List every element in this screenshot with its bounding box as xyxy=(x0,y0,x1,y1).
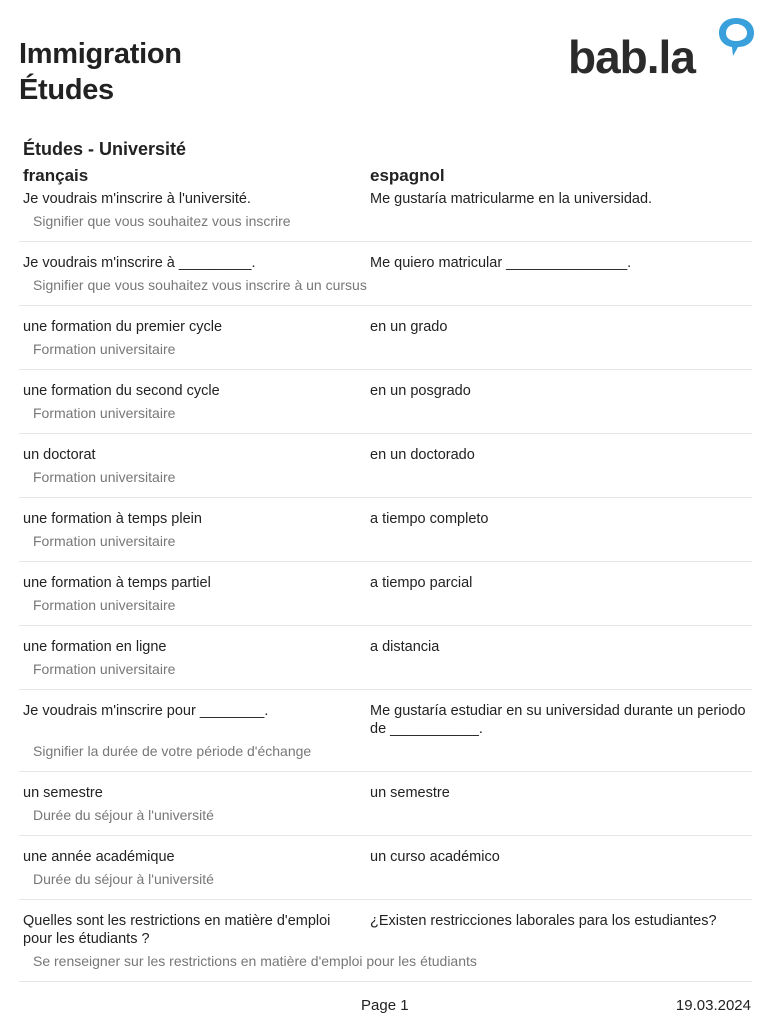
phrase-note: Signifier que vous souhaitez vous inscrire xyxy=(33,213,291,229)
phrase-spanish: en un posgrado xyxy=(370,383,471,399)
column-header-source: français xyxy=(23,166,89,185)
phrase-row xyxy=(19,187,752,242)
phrase-french: Je voudrais m'inscrire pour ________. xyxy=(23,703,269,719)
phrase-note: Formation universitaire xyxy=(33,533,176,549)
phrase-row xyxy=(19,836,752,900)
phrase-spanish: a tiempo parcial xyxy=(370,575,473,591)
phrase-french: Je voudrais m'inscrire à _________. xyxy=(23,255,256,271)
phrase-french: une formation du second cycle xyxy=(23,383,220,399)
phrase-row xyxy=(19,626,752,690)
phrase-french: un semestre xyxy=(23,785,103,801)
phrase-spanish: un curso académico xyxy=(370,849,500,865)
phrase-row xyxy=(19,306,752,370)
phrase-row xyxy=(19,562,752,626)
phrase-note: Formation universitaire xyxy=(33,661,176,677)
column-header-target: espagnol xyxy=(370,166,445,185)
phrase-note: Formation universitaire xyxy=(33,469,176,485)
logo-text: bab.la xyxy=(568,31,695,82)
phrase-note: Signifier que vous souhaitez vous inscrire à un cursus xyxy=(33,277,367,293)
phrase-spanish: Me gustaría matricularme en la universidad. xyxy=(370,191,653,207)
phrase-spanish: en un doctorado xyxy=(370,447,475,463)
speech-bubble-icon xyxy=(719,18,754,56)
phrase-french: une année académique xyxy=(23,849,175,865)
phrase-french: Je voudrais m'inscrire à l'université. xyxy=(23,191,251,207)
phrase-french: une formation en ligne xyxy=(23,639,167,655)
phrase-note: Formation universitaire xyxy=(33,405,176,421)
page-header xyxy=(19,36,182,108)
phrase-spanish: en un grado xyxy=(370,319,448,335)
phrase-spanish: Me gustaría estudiar en su universidad durante un periodo de ___________. xyxy=(370,703,746,737)
phrase-note: Signifier la durée de votre période d'échange xyxy=(33,743,312,759)
phrase-note: Se renseigner sur les restrictions en matière d'emploi pour les étudiants xyxy=(33,953,477,969)
phrase-spanish: a tiempo completo xyxy=(370,511,489,527)
phrase-row xyxy=(19,370,752,434)
phrase-spanish: un semestre xyxy=(370,785,450,801)
page-title-line1: Immigration xyxy=(19,38,182,70)
phrase-spanish: ¿Existen restricciones laborales para los estudiantes? xyxy=(370,913,717,929)
phrase-row xyxy=(19,690,752,772)
phrase-note: Durée du séjour à l'université xyxy=(33,871,214,887)
phrase-note: Durée du séjour à l'université xyxy=(33,807,214,823)
phrase-french: Quelles sont les restrictions en matière d'emploi pour les étudiants ? xyxy=(23,913,331,947)
phrase-row xyxy=(19,242,752,306)
section-title: Études - Université xyxy=(23,139,187,159)
phrase-row xyxy=(19,772,752,836)
phrase-row xyxy=(19,498,752,562)
phrase-list xyxy=(19,187,752,982)
page-number: Page 1 xyxy=(361,997,409,1014)
phrase-row xyxy=(19,434,752,498)
phrase-french: un doctorat xyxy=(23,447,96,463)
phrase-note: Formation universitaire xyxy=(33,341,176,357)
footer-date: 19.03.2024 xyxy=(675,997,751,1014)
phrase-french: une formation à temps partiel xyxy=(23,575,211,591)
phrase-spanish: Me quiero matricular _______________. xyxy=(370,255,632,271)
phrase-note: Formation universitaire xyxy=(33,597,176,613)
babla-logo xyxy=(566,16,756,82)
phrase-spanish: a distancia xyxy=(370,639,440,655)
phrase-french: une formation à temps plein xyxy=(23,511,202,527)
phrase-row xyxy=(19,900,752,982)
page-title-line2: Études xyxy=(19,74,114,106)
phrase-french: une formation du premier cycle xyxy=(23,319,223,335)
